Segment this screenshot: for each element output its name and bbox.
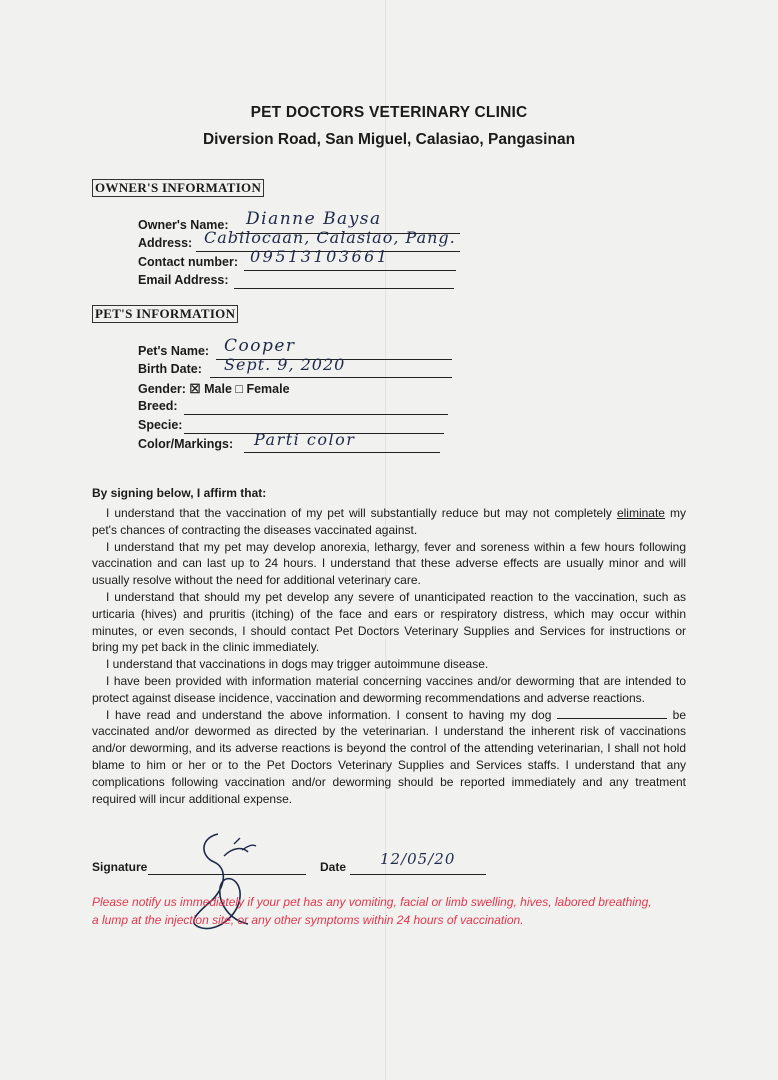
gender-label: Gender: (138, 382, 186, 396)
clinic-name: PET DOCTORS VETERINARY CLINIC (250, 104, 528, 121)
owner-name-value: Dianne Baysa (246, 209, 382, 229)
female-checkbox: □ (235, 382, 243, 396)
birth-date-label: Birth Date: (138, 362, 202, 376)
date-value: 12/05/20 (380, 850, 456, 868)
consent-lead: By signing below, I affirm that: (92, 486, 267, 500)
consent-p6-a: I have read and understand the above information. I consent to having my dog (106, 707, 558, 722)
owner-name-label: Owner's Name: (138, 218, 229, 232)
consent-p1-b: my pet's chances of contracting the diseases vaccinated against. (92, 506, 686, 537)
consent-p1-underlined: eliminate (616, 506, 665, 520)
email-line (234, 288, 454, 289)
color-value: Parti color (254, 430, 356, 449)
contact-label: Contact number: (138, 255, 238, 269)
male-label: Male (204, 382, 232, 396)
date-label: Date (320, 860, 347, 874)
color-label: Color/Markings: (138, 437, 234, 451)
pet-name-label: Pet's Name: (138, 344, 210, 358)
vaccination-notice: Please notify us immediately if your pet has any vomiting, facial or limb swelling, hives, labored breathing, a lump at the injection site, or any other symptoms within 24 hours of vaccination. (92, 895, 652, 927)
breed-label: Breed: (138, 399, 178, 413)
contact-value: 09513103661 (250, 247, 390, 266)
color-line (244, 452, 440, 453)
consent-p1-a: I understand that the vaccination of my pet will substantially reduce but may not completely (106, 506, 612, 520)
consent-paragraph-2: I understand that my pet may develop anorexia, lethargy, fever and soreness within a few hours following vaccination and can last up to 24 hours. I understand that these adverse effects are usually minor and will usually resolve without the need for additional veterinary care. (92, 539, 686, 588)
signature-label: Signature (92, 860, 148, 874)
owner-section-label: OWNER'S INFORMATION (92, 179, 264, 197)
consent-paragraph-5: I have been provided with information material concerning vaccines and/or deworming that are intended to protect against disease incidence, vaccination and deworming recommendations and adverse reactions. (92, 673, 686, 705)
consent-paragraph-3: I understand that should my pet develop any severe of unanticipated reaction to the vaccination, such as urticaria (hives) and pruritis (itching) of the face and ears or respiratory distress, which may occur within minutes, or even seconds, I should contact Pet Doctors Veterinary Supplies and Services for instructions or bring my pet back in the clinic immediately. (92, 589, 686, 655)
date-line (350, 874, 486, 875)
clinic-address: Diversion Road, San Miguel, Calasiao, Pangasinan (202, 131, 576, 148)
breed-line (184, 414, 448, 415)
email-label: Email Address: (138, 273, 229, 287)
consent-paragraph-6 (92, 707, 686, 808)
dog-name-blank (557, 708, 667, 719)
consent-paragraph-1 (92, 505, 686, 539)
gender-row (138, 381, 290, 396)
consent-paragraph-4: I understand that vaccinations in dogs may trigger autoimmune disease. (106, 657, 489, 672)
consent-p6-b: be vaccinated and/or dewormed as directed by the veterinarian. I understand the inherent risk of vaccinations and/or deworming, and its adverse reactions is beyond the control of the attending veterinarian, I shall not hold blame to him or her or to the Pet Doctors Veterinary Supplies and Services staffs. I understand that any complications following vaccination and/or deworming should be reported immediately and any treatment required will incur additional expense. (92, 707, 686, 806)
contact-line (244, 270, 456, 271)
female-label: Female (246, 382, 290, 396)
birth-date-line (210, 377, 452, 378)
pet-name-value: Cooper (224, 336, 296, 356)
pet-section-label: PET'S INFORMATION (92, 305, 238, 323)
consent-body (92, 505, 686, 807)
specie-label: Specie: (138, 418, 183, 432)
address-label: Address: (138, 236, 193, 250)
address-value: Cabilocaan, Calasiao, Pang. (204, 228, 456, 247)
male-checkbox: ☒ (189, 382, 201, 396)
birth-date-value: Sept. 9, 2020 (224, 355, 346, 374)
